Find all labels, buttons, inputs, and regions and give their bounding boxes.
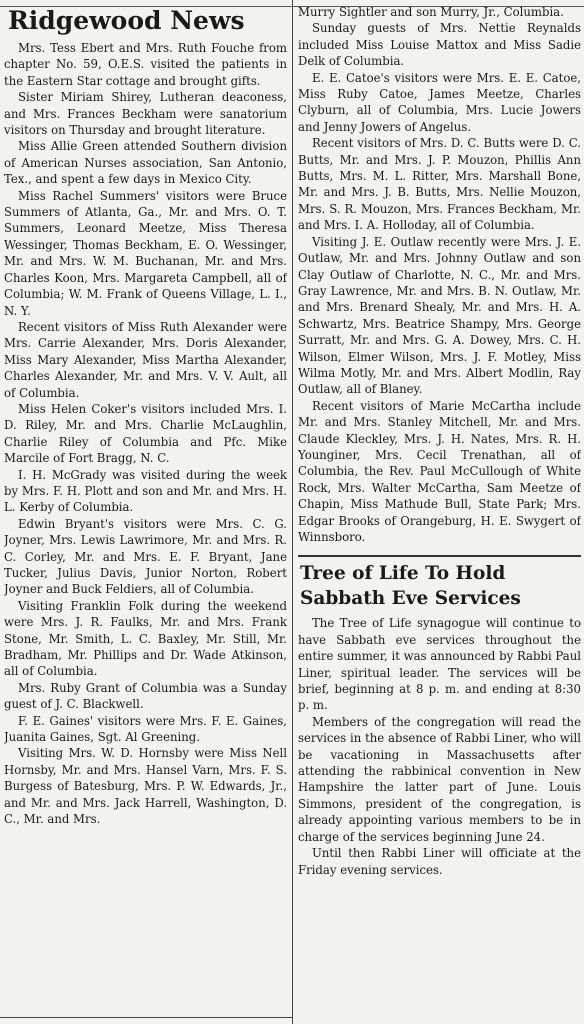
paragraph: Miss Allie Green attended Southern division of American Nurses association, San Antonio, Tex., and spent a few days in Mexico City. <box>4 139 287 187</box>
paragraph: Visiting Franklin Folk during the weekend were Mrs. J. R. Faulks, Mr. and Mrs. Frank Stone, Mr. Smith, L. C. Baxley, Mr. Still, Mr. Bradham, Mr. Phillips and Dr. Wade Atkinson, all of Columbia. <box>4 598 287 679</box>
ridgewood-article-continued <box>298 4 581 545</box>
paragraph: Murry Sightler and son Murry, Jr., Columbia. <box>298 5 564 19</box>
paragraph: Until then Rabbi Liner will officiate at the Friday evening services. <box>298 846 581 877</box>
right-column <box>298 4 581 1024</box>
bottom-rule <box>0 1017 292 1018</box>
paragraph: The Tree of Life synagogue will continue to have Sabbath eve services throughout the entire summer, it was announced by Rabbi Paul Liner, spiritual leader. The services will be brief, beginning at 8 p. m. and ending at 8:30 p. m. <box>298 616 581 713</box>
paragraph: Recent visitors of Marie McCartha include Mr. and Mrs. Stanley Mitchell, Mr. and Mrs. Claude Kleckley, Mrs. J. H. Nates, Mrs. R. H. Younginer, Mrs. Cecil Trenathan, all of Columbia, the Rev. Paul McCullough of White Rock, Mrs. Walter McCartha, Sam Meetze of Chapin, Miss Mathude Bull, State Park; Mrs. Edgar Brooks of Orangeburg, H. E. Swygert of Winnsboro. <box>298 398 581 544</box>
paragraph: Mrs. Ruby Grant of Columbia was a Sunday guest of J. C. Blackwell. <box>4 680 287 712</box>
article-separator <box>298 555 581 557</box>
left-column <box>4 4 287 1024</box>
paragraph: Recent visitors of Miss Ruth Alexander were Mrs. Carrie Alexander, Mrs. Doris Alexander, Miss Mary Alexander, Miss Martha Alexander, Charles Alexander, Mr. and Mrs. V. V. Ault, all of Columbia. <box>4 319 287 400</box>
paragraph: Miss Helen Coker's visitors included Mrs. I. D. Riley, Mr. and Mrs. Charlie McLaughlin, Charlie Riley of Columbia and Pfc. Mike Marcile of Fort Bragg, N. C. <box>4 401 287 466</box>
paragraph: I. H. McGrady was visited during the week by Mrs. F. H. Plott and son and Mr. and Mrs. H. L. Kerby of Columbia. <box>4 467 287 515</box>
paragraph: Recent visitors of Mrs. D. C. Butts were D. C. Butts, Mr. and Mrs. J. P. Mouzon, Phillis Ann Butts, Mrs. M. L. Ritter, Mrs. Marshall Bone, Mr. and Mrs. J. B. Butts, Mrs. Nellie Mouzon, Mrs. S. R. Mouzon, Mrs. Frances Beckham, Mr. and Mrs. I. A. Holloday, all of Columbia. <box>298 136 581 233</box>
paragraph: Sunday guests of Mrs. Nettie Reynalds included Miss Louise Mattox and Miss Sadie Delk of Columbia. <box>298 21 581 69</box>
paragraph: Edwin Bryant's visitors were Mrs. C. G. Joyner, Mrs. Lewis Lawrimore, Mr. and Mrs. R. C. Corley, Mr. and Mrs. E. F. Bryant, Jane Tucker, Julius Davis, Junior Norton, Robert Joyner and Buck Feldiers, all of Columbia. <box>4 516 287 597</box>
tree-of-life-article <box>298 615 581 878</box>
paragraph: Visiting Mrs. W. D. Hornsby were Miss Nell Hornsby, Mr. and Mrs. Hansel Varn, Mrs. F. S. Burgess of Batesburg, Mrs. P. W. Edwards, Jr., and Mr. and Mrs. Jack Harrell, Washington, D. C., Mr. and Mrs. <box>4 746 287 827</box>
ridgewood-article <box>4 40 287 828</box>
tree-of-life-headline: Tree of Life To Hold Sabbath Eve Services <box>300 563 521 610</box>
paragraph: Sister Miriam Shirey, Lutheran deaconess, and Mrs. Frances Beckham were sanatorium visitors on Thursday and brought literature. <box>4 90 287 138</box>
paragraph: Visiting J. E. Outlaw recently were Mrs. J. E. Outlaw, Mr. and Mrs. Johnny Outlaw and son Clay Outlaw of Charlotte, N. C., Mr. and Mrs. Gray Lawrence, Mr. and Mrs. B. N. Outlaw, Mr. and Mrs. Brenard Shealy, Mr. and Mrs. H. A. Schwartz, Mrs. Beatrice Shampy, Mrs. George Surratt, Mr. and Mrs. G. A. Dowey, Mrs. C. H. Wilson, Elmer Wilson, Mrs. J. F. Motley, Miss Wilma Motly, Mr. and Mrs. Albert Modlin, Ray Outlaw, all of Blaney. <box>298 234 581 397</box>
paragraph: Members of the congregation will read the services in the absence of Rabbi Liner, who will be vacationing in Massachusetts after attending the rabbinical convention in New Hampshire the latter part of June. Louis Simmons, president of the congregation, is already appointing various members to be in charge of the services beginning June 24. <box>298 714 581 844</box>
paragraph: F. E. Gaines' visitors were Mrs. F. E. Gaines, Juanita Gaines, Sgt. Al Greening. <box>4 713 287 745</box>
ridgewood-headline: Ridgewood News <box>8 6 245 35</box>
column-divider <box>292 0 293 1024</box>
paragraph: Mrs. Tess Ebert and Mrs. Ruth Fouche from chapter No. 59, O.E.S. visited the patients in the Eastern Star cottage and brought gifts. <box>4 41 287 88</box>
paragraph: Miss Rachel Summers' visitors were Bruce Summers of Atlanta, Ga., Mr. and Mrs. O. T. Summers, Leonard Meetze, Miss Theresa Wessinger, Thomas Beckham, E. O. Wessinger, Mr. and Mrs. W. M. Buchanan, Mr. and Mrs. Charles Koon, Mrs. Margareta Campbell, all of Columbia; W. M. Frank of Queens Village, L. I., N. Y. <box>4 188 287 318</box>
paragraph: E. E. Catoe's visitors were Mrs. E. E. Catoe, Miss Ruby Catoe, James Meetze, Charles Clyburn, all of Columbia, Mrs. Lucie Jowers and Jenny Jowers of Angelus. <box>298 70 581 134</box>
